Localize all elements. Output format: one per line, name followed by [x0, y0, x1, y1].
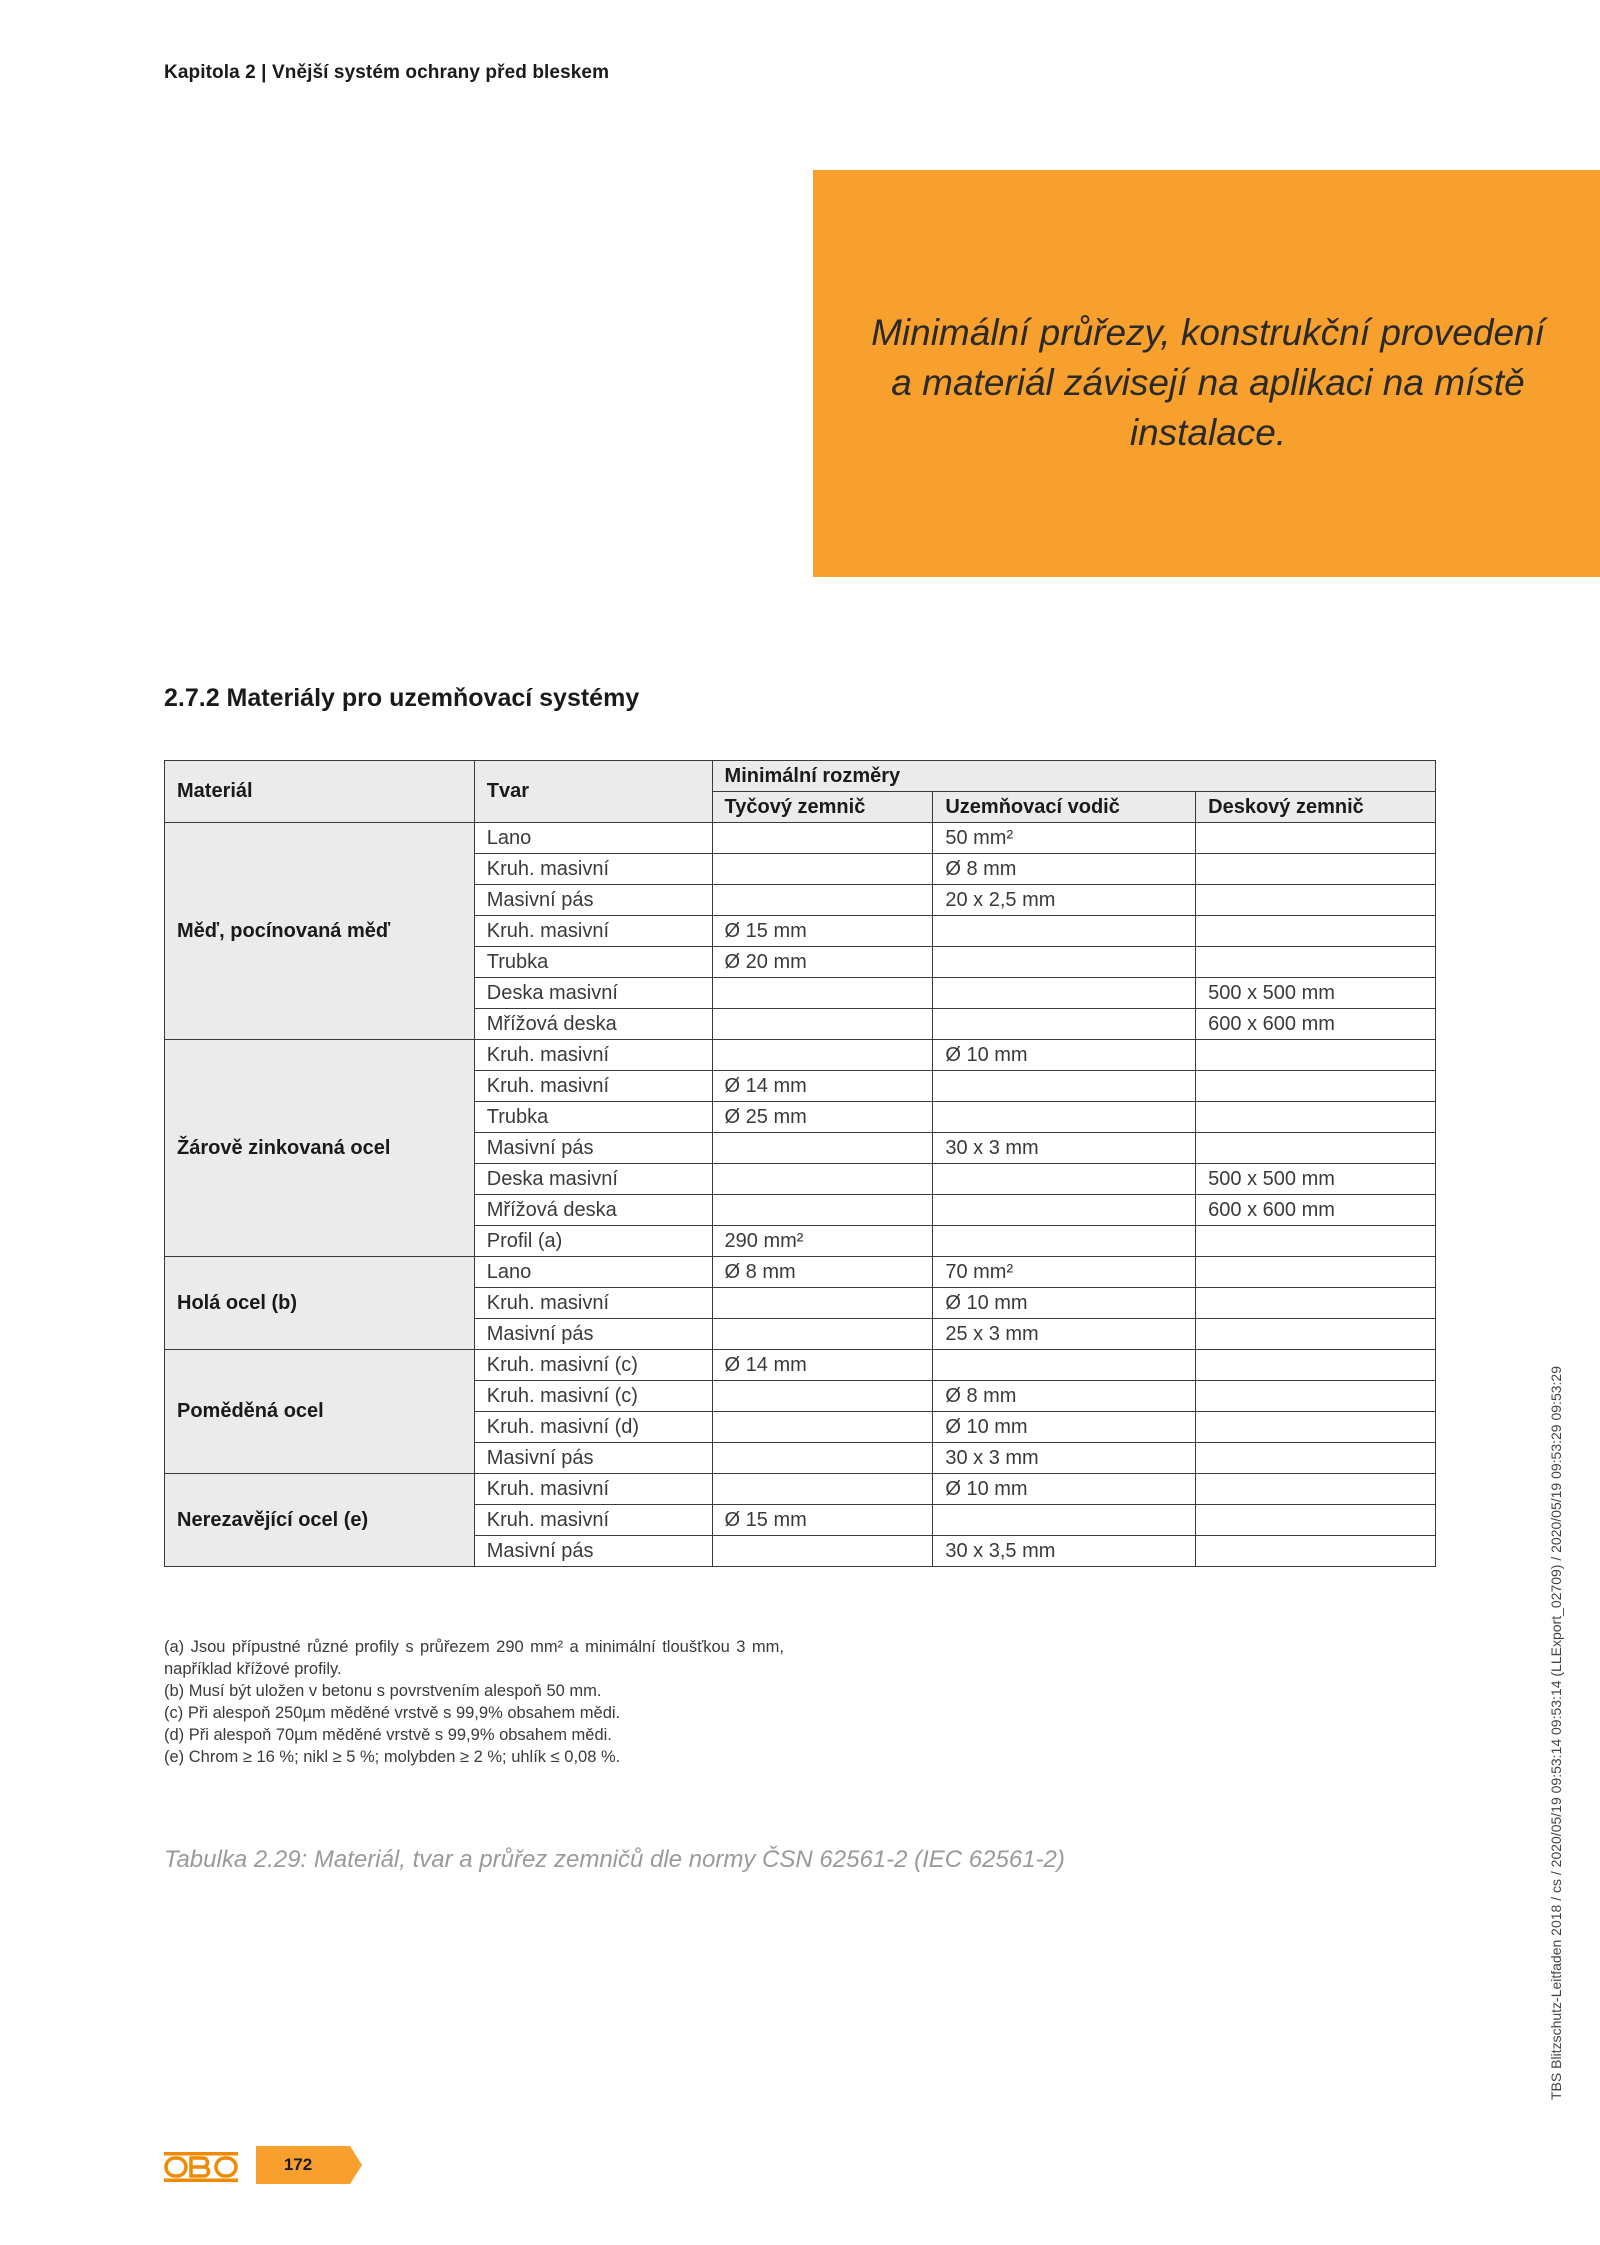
rod-cell — [712, 978, 933, 1009]
rod-cell — [712, 1164, 933, 1195]
conductor-cell — [933, 1071, 1196, 1102]
conductor-cell — [933, 978, 1196, 1009]
conductor-cell: 25 x 3 mm — [933, 1319, 1196, 1350]
header-rod: Tyčový zemnič — [712, 792, 933, 823]
plate-cell — [1196, 1133, 1436, 1164]
shape-cell: Kruh. masivní (d) — [474, 1412, 712, 1443]
conductor-cell: 50 mm² — [933, 823, 1196, 854]
header-plate: Deskový zemnič — [1196, 792, 1436, 823]
shape-cell: Kruh. masivní (c) — [474, 1381, 712, 1412]
conductor-cell — [933, 1350, 1196, 1381]
plate-cell: 600 x 600 mm — [1196, 1195, 1436, 1226]
footnote-b: (b) Musí být uložen v betonu s povrstvením alespoň 50 mm. — [164, 1682, 602, 1700]
conductor-cell — [933, 1505, 1196, 1536]
conductor-cell — [933, 1226, 1196, 1257]
rod-cell — [712, 1474, 933, 1505]
footnote-d: (d) Při alespoň 70µm měděné vrstvě s 99,9% obsahem mědi. — [164, 1726, 612, 1744]
plate-cell — [1196, 1288, 1436, 1319]
shape-cell: Profil (a) — [474, 1226, 712, 1257]
shape-cell: Mřížová deska — [474, 1009, 712, 1040]
table-row — [165, 1474, 1436, 1505]
shape-cell: Kruh. masivní — [474, 1505, 712, 1536]
material-cell: Žárově zinkovaná ocel — [165, 1040, 475, 1257]
plate-cell — [1196, 1319, 1436, 1350]
shape-cell: Masivní pás — [474, 1133, 712, 1164]
shape-cell: Kruh. masivní — [474, 1071, 712, 1102]
conductor-cell: Ø 10 mm — [933, 1288, 1196, 1319]
rod-cell: Ø 20 mm — [712, 947, 933, 978]
conductor-cell: 30 x 3,5 mm — [933, 1536, 1196, 1567]
conductor-cell — [933, 916, 1196, 947]
rod-cell — [712, 1443, 933, 1474]
plate-cell — [1196, 1412, 1436, 1443]
shape-cell: Lano — [474, 1257, 712, 1288]
header-shape: Tvar — [474, 761, 712, 823]
rod-cell: Ø 15 mm — [712, 916, 933, 947]
section-title: 2.7.2 Materiály pro uzemňovací systémy — [164, 684, 640, 712]
callout-text: Minimální průřezy, konstrukční provedení a materiál závisejí na aplikaci na místě instalace. — [871, 312, 1545, 453]
materials-table — [164, 760, 1436, 1567]
plate-cell — [1196, 885, 1436, 916]
header-material: Materiál — [165, 761, 475, 823]
rod-cell: Ø 15 mm — [712, 1505, 933, 1536]
callout-box — [813, 170, 1600, 577]
conductor-cell: Ø 8 mm — [933, 1381, 1196, 1412]
shape-cell: Kruh. masivní — [474, 1288, 712, 1319]
footnote-e: (e) Chrom ≥ 16 %; nikl ≥ 5 %; molybden ≥ 2 %; uhlík ≤ 0,08 %. — [164, 1748, 621, 1766]
conductor-cell — [933, 947, 1196, 978]
rod-cell — [712, 1381, 933, 1412]
conductor-cell: 70 mm² — [933, 1257, 1196, 1288]
shape-cell: Masivní pás — [474, 1319, 712, 1350]
rod-cell — [712, 1133, 933, 1164]
table-row — [165, 1350, 1436, 1381]
plate-cell: 600 x 600 mm — [1196, 1009, 1436, 1040]
plate-cell — [1196, 1536, 1436, 1567]
conductor-cell — [933, 1009, 1196, 1040]
rod-cell: Ø 25 mm — [712, 1102, 933, 1133]
rod-cell — [712, 1536, 933, 1567]
plate-cell — [1196, 916, 1436, 947]
table-caption: Tabulka 2.29: Materiál, tvar a průřez zemničů dle normy ČSN 62561-2 (IEC 62561-2) — [164, 1846, 1065, 1873]
material-cell: Poměděná ocel — [165, 1350, 475, 1474]
shape-cell: Deska masivní — [474, 978, 712, 1009]
material-cell: Holá ocel (b) — [165, 1257, 475, 1350]
rod-cell — [712, 1009, 933, 1040]
header-conductor: Uzemňovací vodič — [933, 792, 1196, 823]
conductor-cell — [933, 1195, 1196, 1226]
plate-cell — [1196, 1226, 1436, 1257]
shape-cell: Mřížová deska — [474, 1195, 712, 1226]
header-min-dims: Minimální rozměry — [712, 761, 1435, 792]
rod-cell — [712, 823, 933, 854]
shape-cell: Masivní pás — [474, 1536, 712, 1567]
plate-cell — [1196, 1102, 1436, 1133]
conductor-cell: Ø 10 mm — [933, 1412, 1196, 1443]
plate-cell — [1196, 1443, 1436, 1474]
footnote-a: (a) Jsou přípustné různé profily s průřezem 290 mm² a minimální tloušťkou 3 mm, například křížové profily. — [164, 1638, 784, 1678]
plate-cell — [1196, 1257, 1436, 1288]
table-row — [165, 1040, 1436, 1071]
shape-cell: Kruh. masivní — [474, 1474, 712, 1505]
shape-cell: Trubka — [474, 947, 712, 978]
shape-cell: Masivní pás — [474, 1443, 712, 1474]
plate-cell — [1196, 1040, 1436, 1071]
shape-cell: Trubka — [474, 1102, 712, 1133]
plate-cell — [1196, 1381, 1436, 1412]
conductor-cell: Ø 10 mm — [933, 1474, 1196, 1505]
footnote-c: (c) Při alespoň 250µm měděné vrstvě s 99,9% obsahem mědi. — [164, 1704, 621, 1722]
conductor-cell: 30 x 3 mm — [933, 1133, 1196, 1164]
conductor-cell — [933, 1164, 1196, 1195]
side-imprint: TBS Blitzschutz-Leitfaden 2018 / cs / 2020/05/19 09:53:14 09:53:14 (LLExport_02709) / 2020/05/19 09:53:29 09:53:29 — [1548, 1366, 1564, 2100]
rod-cell — [712, 1040, 933, 1071]
shape-cell: Kruh. masivní (c) — [474, 1350, 712, 1381]
plate-cell: 500 x 500 mm — [1196, 978, 1436, 1009]
rod-cell — [712, 1412, 933, 1443]
plate-cell — [1196, 854, 1436, 885]
plate-cell — [1196, 1474, 1436, 1505]
footnotes — [164, 1636, 784, 1768]
shape-cell: Kruh. masivní — [474, 854, 712, 885]
plate-cell — [1196, 1505, 1436, 1536]
material-cell: Měď, pocínovaná měď — [165, 823, 475, 1040]
rod-cell — [712, 1195, 933, 1226]
shape-cell: Kruh. masivní — [474, 916, 712, 947]
page-number: 172 — [283, 2155, 313, 2174]
rod-cell — [712, 1288, 933, 1319]
table-row — [165, 1257, 1436, 1288]
plate-cell — [1196, 1350, 1436, 1381]
shape-cell: Lano — [474, 823, 712, 854]
obo-logo-icon — [164, 2152, 238, 2182]
plate-cell — [1196, 947, 1436, 978]
conductor-cell: 30 x 3 mm — [933, 1443, 1196, 1474]
table-body — [165, 823, 1436, 1567]
rod-cell — [712, 1319, 933, 1350]
rod-cell: 290 mm² — [712, 1226, 933, 1257]
rod-cell: Ø 14 mm — [712, 1350, 933, 1381]
shape-cell: Deska masivní — [474, 1164, 712, 1195]
table-row — [165, 823, 1436, 854]
shape-cell: Masivní pás — [474, 885, 712, 916]
plate-cell: 500 x 500 mm — [1196, 1164, 1436, 1195]
plate-cell — [1196, 823, 1436, 854]
conductor-cell: Ø 8 mm — [933, 854, 1196, 885]
rod-cell — [712, 885, 933, 916]
conductor-cell — [933, 1102, 1196, 1133]
shape-cell: Kruh. masivní — [474, 1040, 712, 1071]
chapter-header: Kapitola 2 | Vnější systém ochrany před bleskem — [164, 62, 610, 83]
plate-cell — [1196, 1071, 1436, 1102]
conductor-cell: 20 x 2,5 mm — [933, 885, 1196, 916]
rod-cell: Ø 14 mm — [712, 1071, 933, 1102]
material-cell: Nerezavějící ocel (e) — [165, 1474, 475, 1567]
rod-cell — [712, 854, 933, 885]
conductor-cell: Ø 10 mm — [933, 1040, 1196, 1071]
rod-cell: Ø 8 mm — [712, 1257, 933, 1288]
